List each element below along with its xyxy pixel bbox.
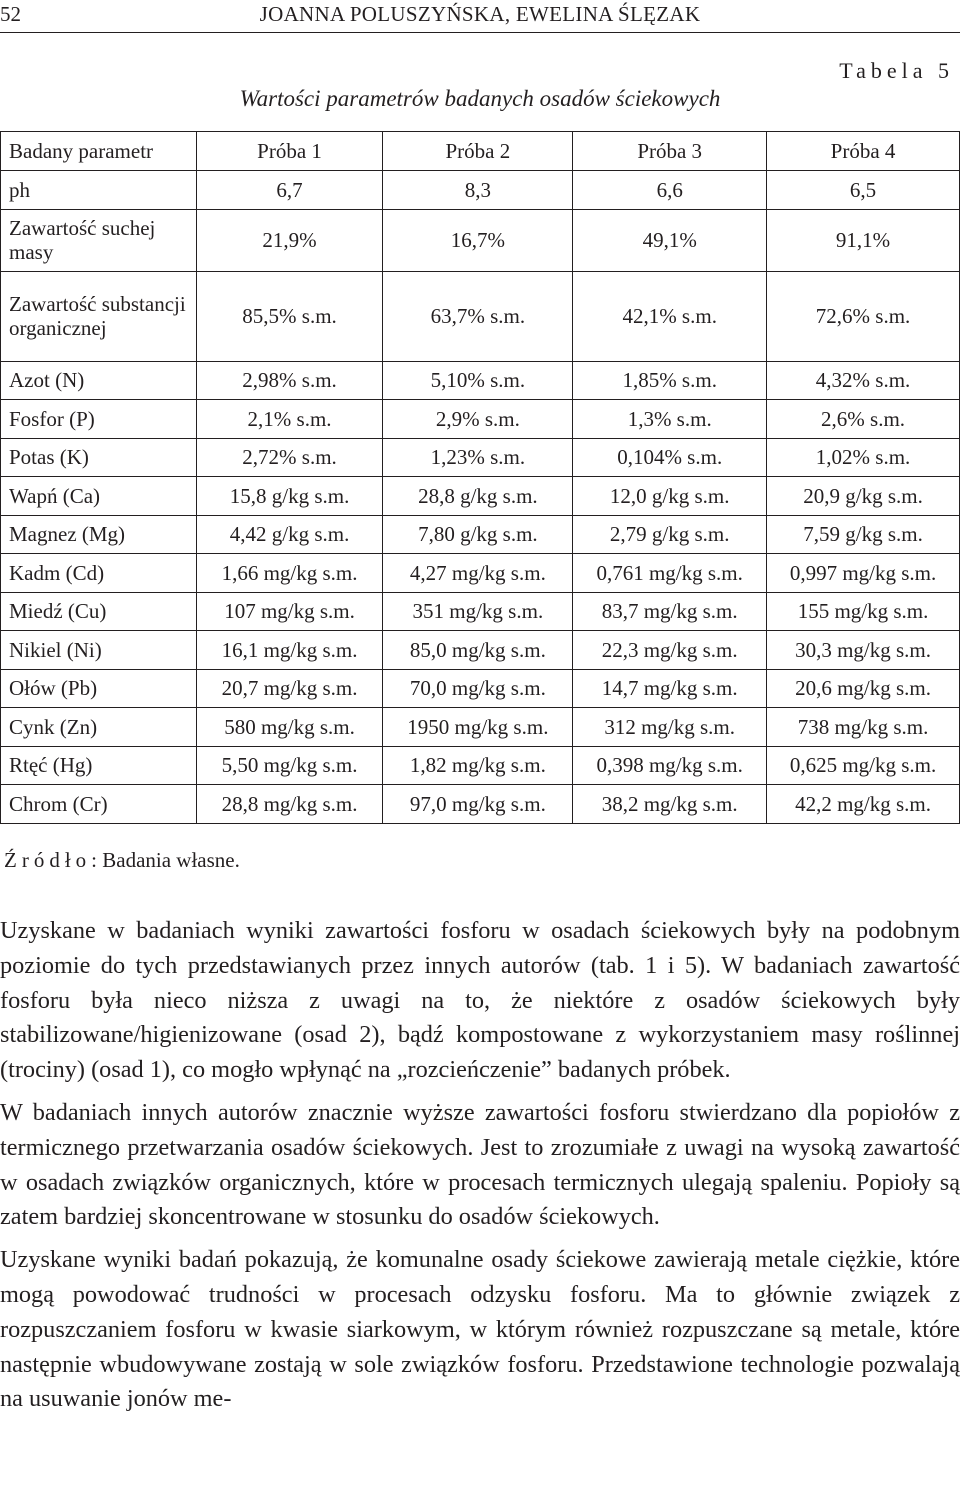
parameters-table [0, 131, 960, 824]
parameter-cell: Zawartość substancji organicznej [1, 271, 197, 361]
value-cell: 7,80 g/kg s.m. [383, 515, 573, 554]
value-cell: 738 mg/kg s.m. [767, 708, 960, 747]
value-cell: 20,6 mg/kg s.m. [767, 669, 960, 708]
parameter-cell: Miedź (Cu) [1, 592, 197, 631]
parameter-cell: Potas (K) [1, 438, 197, 477]
value-cell: 38,2 mg/kg s.m. [573, 785, 767, 824]
value-cell: 1,3% s.m. [573, 400, 767, 439]
running-head: JOANNA POLUSZYŃSKA, EWELINA ŚLĘZAK [259, 2, 701, 26]
value-cell: 2,98% s.m. [196, 361, 383, 400]
value-cell: 12,0 g/kg s.m. [573, 477, 767, 516]
table-source [4, 848, 240, 873]
value-cell: 6,5 [767, 171, 960, 210]
value-cell: 16,7% [383, 209, 573, 271]
table-row [1, 746, 960, 785]
value-cell: 91,1% [767, 209, 960, 271]
value-cell: 312 mg/kg s.m. [573, 708, 767, 747]
value-cell: 63,7% s.m. [383, 271, 573, 361]
parameter-cell: Rtęć (Hg) [1, 746, 197, 785]
table-row [1, 592, 960, 631]
column-header: Próba 2 [383, 132, 573, 171]
source-label: Źródło [4, 848, 92, 872]
value-cell: 2,72% s.m. [196, 438, 383, 477]
table-row [1, 271, 960, 361]
value-cell: 14,7 mg/kg s.m. [573, 669, 767, 708]
table-row [1, 515, 960, 554]
value-cell: 4,27 mg/kg s.m. [383, 554, 573, 593]
value-cell: 28,8 mg/kg s.m. [196, 785, 383, 824]
parameter-cell: Magnez (Mg) [1, 515, 197, 554]
value-cell: 1,82 mg/kg s.m. [383, 746, 573, 785]
value-cell: 1,66 mg/kg s.m. [196, 554, 383, 593]
value-cell: 72,6% s.m. [767, 271, 960, 361]
value-cell: 6,6 [573, 171, 767, 210]
value-cell: 2,6% s.m. [767, 400, 960, 439]
table-row [1, 669, 960, 708]
body-text [0, 914, 960, 1425]
value-cell: 70,0 mg/kg s.m. [383, 669, 573, 708]
value-cell: 0,398 mg/kg s.m. [573, 746, 767, 785]
table-label: Tabela 5 [839, 58, 954, 83]
value-cell: 1950 mg/kg s.m. [383, 708, 573, 747]
value-cell: 2,9% s.m. [383, 400, 573, 439]
value-cell: 8,3 [383, 171, 573, 210]
value-cell: 49,1% [573, 209, 767, 271]
value-cell: 0,997 mg/kg s.m. [767, 554, 960, 593]
table-row [1, 631, 960, 670]
parameter-cell: Cynk (Zn) [1, 708, 197, 747]
value-cell: 5,50 mg/kg s.m. [196, 746, 383, 785]
value-cell: 6,7 [196, 171, 383, 210]
value-cell: 4,42 g/kg s.m. [196, 515, 383, 554]
table-row [1, 708, 960, 747]
value-cell: 0,625 mg/kg s.m. [767, 746, 960, 785]
parameter-cell: Wapń (Ca) [1, 477, 197, 516]
value-cell: 2,1% s.m. [196, 400, 383, 439]
value-cell: 1,02% s.m. [767, 438, 960, 477]
column-header: Badany parametr [1, 132, 197, 171]
paragraph: Uzyskane wyniki badań pokazują, że komunalne osady ściekowe zawierają metale ciężkie, które mogą powodować trudności w procesach odzysku fosforu. Ma to głównie związek z rozpuszczaniem fosforu w kwasie siarkowym, w którym również rozpuszczane są metale, które następnie wbudowywane zostają w sole związków fosforu. Przedstawione technologie pozwalają na usuwanie jonów me- [0, 1246, 960, 1413]
table-header-row [1, 132, 960, 171]
value-cell: 85,0 mg/kg s.m. [383, 631, 573, 670]
parameter-cell: Zawartość suchej masy [1, 209, 197, 271]
parameter-cell: Ołów (Pb) [1, 669, 197, 708]
page-number: 52 [0, 2, 21, 26]
value-cell: 30,3 mg/kg s.m. [767, 631, 960, 670]
value-cell: 42,1% s.m. [573, 271, 767, 361]
table-row [1, 171, 960, 210]
table-row [1, 209, 960, 271]
column-header: Próba 3 [573, 132, 767, 171]
table-row [1, 400, 960, 439]
value-cell: 0,761 mg/kg s.m. [573, 554, 767, 593]
column-header: Próba 4 [767, 132, 960, 171]
value-cell: 580 mg/kg s.m. [196, 708, 383, 747]
value-cell: 16,1 mg/kg s.m. [196, 631, 383, 670]
page-header [0, 0, 960, 30]
value-cell: 97,0 mg/kg s.m. [383, 785, 573, 824]
parameter-cell: Nikiel (Ni) [1, 631, 197, 670]
parameter-cell: Kadm (Cd) [1, 554, 197, 593]
value-cell: 107 mg/kg s.m. [196, 592, 383, 631]
value-cell: 20,9 g/kg s.m. [767, 477, 960, 516]
value-cell: 42,2 mg/kg s.m. [767, 785, 960, 824]
parameter-cell: Azot (N) [1, 361, 197, 400]
value-cell: 1,23% s.m. [383, 438, 573, 477]
table-caption: Wartości parametrów badanych osadów ściekowych [239, 86, 721, 111]
parameter-cell: Chrom (Cr) [1, 785, 197, 824]
value-cell: 21,9% [196, 209, 383, 271]
value-cell: 83,7 mg/kg s.m. [573, 592, 767, 631]
value-cell: 4,32% s.m. [767, 361, 960, 400]
table-row [1, 361, 960, 400]
value-cell: 28,8 g/kg s.m. [383, 477, 573, 516]
value-cell: 1,85% s.m. [573, 361, 767, 400]
parameter-cell: Fosfor (P) [1, 400, 197, 439]
paragraph: Uzyskane w badaniach wyniki zawartości fosforu w osadach ściekowych były na podobnym poziomie do tych przedstawianych przez innych autorów (tab. 1 i 5). W badaniach zawartość fosforu była nieco niższa z uwagi na to, że niektóre z osadów ściekowych były stabilizowane/higienizowane (osad 2), bądź kompostowane z wykorzystaniem masy roślinnej (trociny) (osad 1), co mogło wpłynąć na „rozcieńczenie” badanych próbek. [0, 917, 960, 1084]
value-cell: 20,7 mg/kg s.m. [196, 669, 383, 708]
paragraph: W badaniach innych autorów znacznie wyższe zawartości fosforu stwierdzano dla popiołów z termicznego przetwarzania osadów ściekowych. Jest to zrozumiałe z uwagi na wysoką zawartość w osadach związków organicznych, które w procesach termicznych ulegają spaleniu. Popioły są zatem bardziej skoncentrowane w stosunku do osadów ściekowych. [0, 1098, 960, 1231]
parameter-cell: ph [1, 171, 197, 210]
value-cell: 351 mg/kg s.m. [383, 592, 573, 631]
table-row [1, 554, 960, 593]
value-cell: 7,59 g/kg s.m. [767, 515, 960, 554]
value-cell: 0,104% s.m. [573, 438, 767, 477]
value-cell: 15,8 g/kg s.m. [196, 477, 383, 516]
value-cell: 85,5% s.m. [196, 271, 383, 361]
table-row [1, 785, 960, 824]
table-row [1, 477, 960, 516]
column-header: Próba 1 [196, 132, 383, 171]
value-cell: 22,3 mg/kg s.m. [573, 631, 767, 670]
value-cell: 155 mg/kg s.m. [767, 592, 960, 631]
table-row [1, 438, 960, 477]
header-rule [0, 32, 960, 33]
value-cell: 2,79 g/kg s.m. [573, 515, 767, 554]
value-cell: 5,10% s.m. [383, 361, 573, 400]
source-text: : Badania własne. [91, 848, 240, 872]
